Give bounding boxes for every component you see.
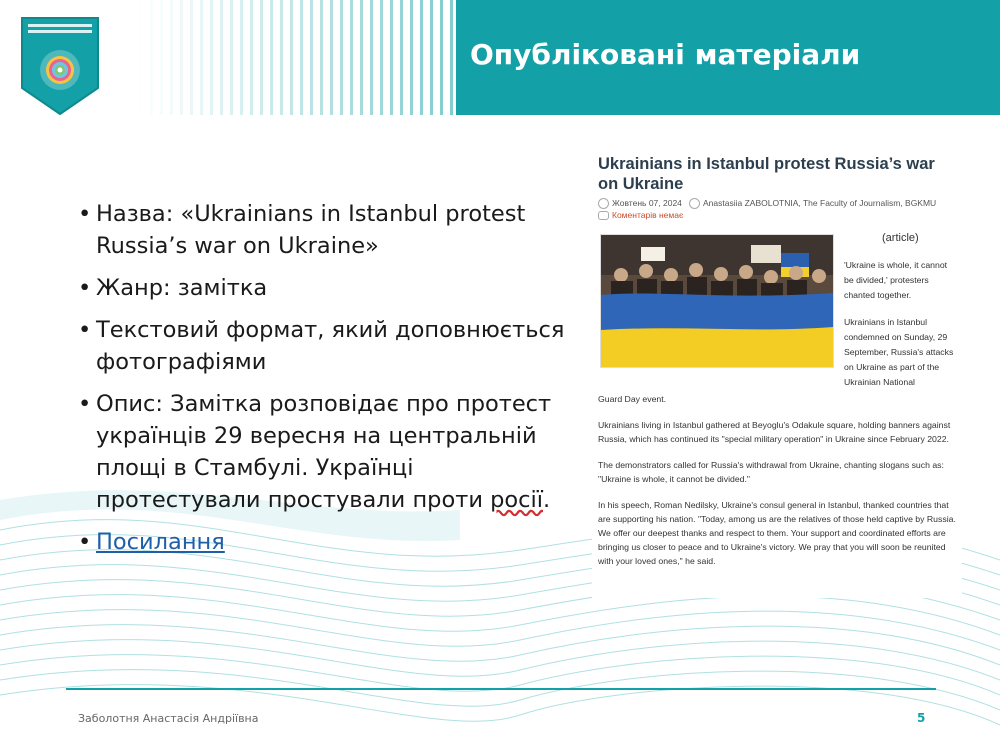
bullet-list bbox=[78, 198, 578, 568]
protest-photo bbox=[600, 234, 834, 368]
comment-icon bbox=[598, 211, 609, 220]
comments-link[interactable]: Коментарів немає bbox=[612, 210, 684, 220]
page-number: 5 bbox=[917, 711, 926, 725]
article-side-text: 'Ukraine is whole, it cannot be divided,' protesters chanted together. Ukrainians in Istanbul condemned on Sunday, 29 September, Russia's attacks on Ukraine as part of the Ukrainian National bbox=[844, 260, 954, 387]
university-logo bbox=[20, 16, 100, 116]
footer-author: Заболотня Анастасія Андріївна bbox=[78, 712, 259, 725]
article-date: Жовтень 07, 2024 bbox=[612, 198, 682, 208]
misspelled-word: росії bbox=[490, 487, 544, 513]
header-stripes bbox=[140, 0, 460, 115]
article-body: Guard Day event. Ukrainians living in Istanbul gathered at Beyoglu's Odakule square, holding banners against Russia, which has continued its "special military operation" in Ukraine since February 2022. The demonstrators called for Russia's withdrawal from Ukraine, chanting slogans such as: "Ukraine is whole, it cannot be divided." In his speech, Roman Nedilsky, Ukraine's consul general in Istanbul, thanked countries that are supporting his nation. "Today, among us are the relatives of those held captive by Russia. We offer our deepest thanks and respect to them. Your support and coordinated efforts are bringing us closer to peace and to Ukraine's victory. We pray that you will soon be reunited with your loved ones," he said. bbox=[598, 394, 956, 566]
article-screenshot bbox=[592, 148, 962, 598]
bullet-format: • Текстовий формат, який доповнюється фотографіями bbox=[78, 314, 578, 378]
user-icon bbox=[689, 198, 700, 209]
bullet-description: • Опис: Замітка розповідає про протест українців 29 вересня на центральній площі в Стамбулі. Українці протестували простували проти росії. bbox=[78, 388, 578, 516]
article-title: Ukrainians in Istanbul protest Russia’s war on Ukraine bbox=[598, 155, 935, 193]
article-author: Anastasiia ZABOLOTNIA, The Faculty of Journalism, BGKMU bbox=[703, 198, 937, 208]
bullet-link bbox=[78, 526, 578, 558]
article-meta bbox=[598, 198, 936, 209]
bullet-genre: • Жанр: замітка bbox=[78, 272, 578, 304]
bullet-title: • Назва: «Ukrainians in Istanbul protest Russia’s war on Ukraine» bbox=[78, 198, 578, 262]
clock-icon bbox=[598, 198, 609, 209]
slide-title: Опубліковані матеріали bbox=[470, 38, 861, 71]
footer-divider bbox=[66, 688, 936, 690]
article-link[interactable]: Посилання bbox=[96, 529, 225, 555]
article-comments bbox=[598, 210, 683, 220]
article-tag: (article) bbox=[882, 232, 919, 244]
